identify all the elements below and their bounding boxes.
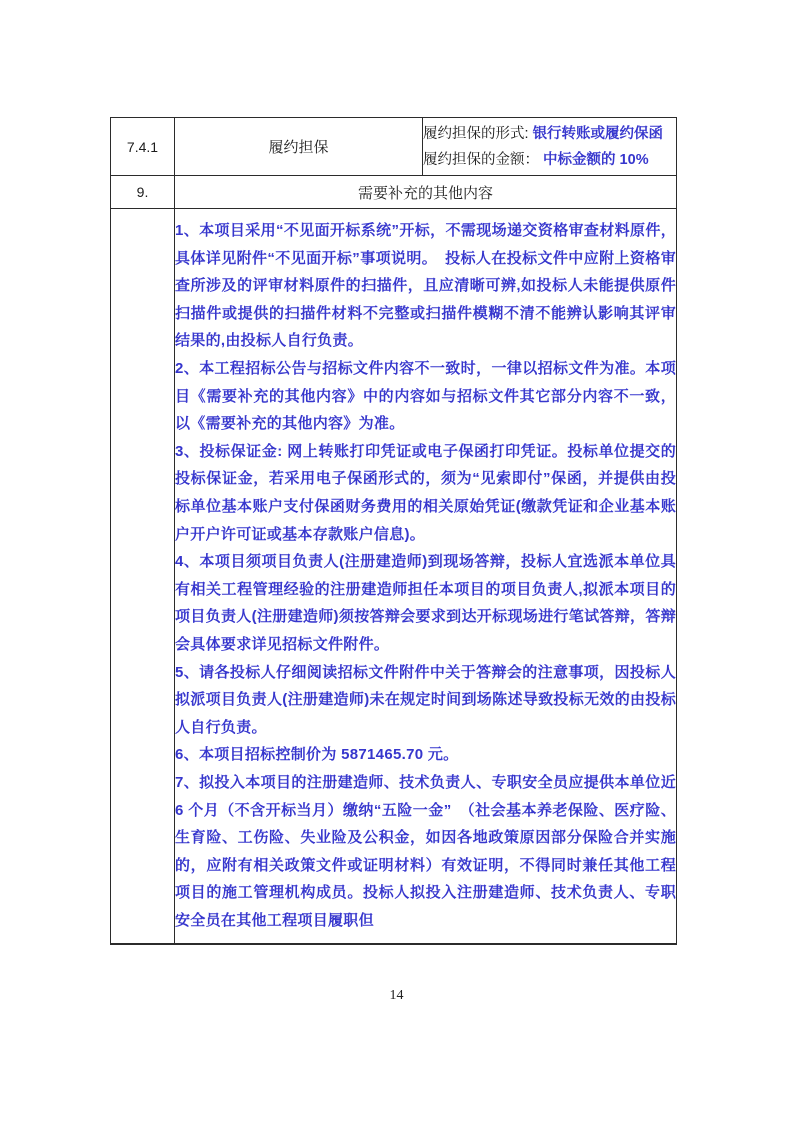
content-paragraph-4: 4、本项目须项目负责人(注册建造师)到现场答辩，投标人宜选派本单位具有相关工程管理经验的注册建造师担任本项目的项目负责人,拟派本项目的项目负责人(注册建造师)须按答辩会要求到达开标现场进行笔试答辩，答辩会具体要求详见招标文件附件。 <box>175 553 676 653</box>
page-number: 14 <box>389 988 404 1003</box>
content-paragraph-7: 7、拟投入本项目的注册建造师、技术负责人、专职安全员应提供本单位近 6 个月（不含开标当月）缴纳“五险一金” （社会基本养老保险、医疗险、生育险、工伤险、失业险及公积金，如因各地政策原因部分保险合并实施的，应附有相关政策文件或证明材料）有效证明，不得同时兼任其他工程项目的施工管理机构成员。投标人拟投入注册建造师、技术负责人、专职安全员在其他工程项目履职但 <box>175 773 676 929</box>
row-741-number: 7.4.1 <box>111 118 175 176</box>
guarantee-amount-line <box>423 147 676 173</box>
guarantee-form-line <box>423 121 676 147</box>
guarantee-amount-label: 履约担保的金额： <box>423 151 544 168</box>
row-9-number: 9. <box>111 176 175 209</box>
content-row-number-cell <box>111 209 175 944</box>
content-paragraph-6: 6、本项目招标控制价为 5871465.70 元。 <box>175 746 459 764</box>
content-paragraph-1: 1、本项目采用“不见面开标系统”开标，不需现场递交资格审查材料原件，具体详见附件“不见面开标”事项说明。 投标人在投标文件中应附上资格审查所涉及的评审材料原件的扫描件，且应清晰可辨,如投标人未能提供原件扫描件或提供的扫描件材料不完整或扫描件模糊不清不能辨认影响其评审结果的,由投标人自行负责。 <box>175 222 676 350</box>
content-paragraph-3: 3、投标保证金: 网上转账打印凭证或电子保函打印凭证。投标单位提交的投标保证金，若采用电子保函形式的，须为“见索即付”保函，并提供由投标单位基本账户支付保函财务费用的相关原始凭证(缴款凭证和企业基本账户开户许可证或基本存款账户信息)。 <box>175 442 676 543</box>
table-row-9 <box>111 176 677 209</box>
guarantee-form-label: 履约担保的形式: <box>423 125 533 142</box>
guarantee-form-value: 银行转账或履约保函 <box>532 125 664 142</box>
guarantee-amount-value: 中标金额的 10% <box>543 151 649 168</box>
supplementary-content-cell <box>175 209 677 944</box>
content-paragraph-5: 5、请各投标人仔细阅读招标文件附件中关于答辩会的注意事项，因投标人拟派项目负责人(注册建造师)未在规定时间到场陈述导致投标无效的由投标人自行负责。 <box>175 663 676 736</box>
row-741-label: 履约担保 <box>175 118 423 176</box>
row-741-details <box>423 118 677 176</box>
table-row-741 <box>111 118 677 176</box>
bid-document-table <box>110 117 677 945</box>
content-paragraph-2: 2、本工程招标公告与招标文件内容不一致时，一律以招标文件为准。本项目《需要补充的其他内容》中的内容如与招标文件其它部分内容不一致，以《需要补充的其他内容》为准。 <box>175 360 676 433</box>
table-row-content <box>111 209 677 944</box>
row-9-title: 需要补充的其他内容 <box>175 176 677 209</box>
